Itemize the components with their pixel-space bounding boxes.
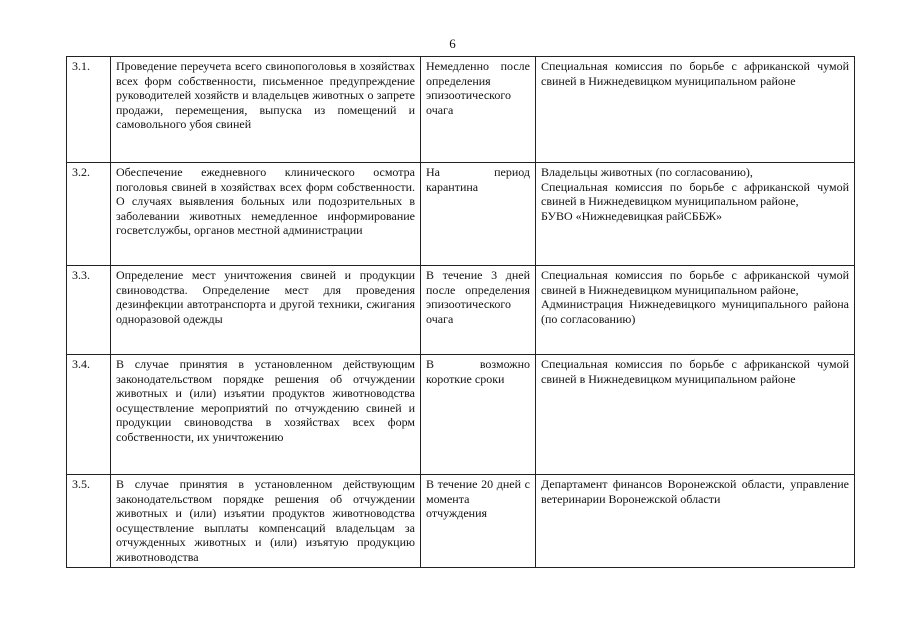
item-number: 3.1. bbox=[67, 57, 111, 163]
table-row bbox=[67, 163, 855, 266]
responsible-party: Владельцы животных (по согласованию), bbox=[541, 165, 753, 179]
responsible-party: Специальная комиссия по борьбе с африканской чумой свиней в Нижнедевицком муниципальном районе bbox=[541, 357, 849, 386]
responsible-cell bbox=[536, 355, 855, 475]
table-row bbox=[67, 57, 855, 163]
deadline-text: Немедленно после определения эпизоотического очага bbox=[421, 57, 536, 163]
item-number: 3.2. bbox=[67, 163, 111, 266]
responsible-cell bbox=[536, 57, 855, 163]
responsible-party: Специальная комиссия по борьбе с африканской чумой свиней в Нижнедевицком муниципальном районе, bbox=[541, 179, 849, 208]
responsible-party: Специальная комиссия по борьбе с африканской чумой свиней в Нижнедевицком муниципальном районе, bbox=[541, 268, 849, 297]
measure-text: Проведение переучета всего свинопоголовья в хозяйствах всех форм собственности, письменное предупреждение руководителей хозяйств и владельцев животных о запрете продажи, перемещения, выпуска из помещений и самовольного убоя свиней bbox=[111, 57, 421, 163]
deadline-text: В течение 20 дней с момента отчуждения bbox=[421, 475, 536, 568]
responsible-party: Специальная комиссия по борьбе с африканской чумой свиней в Нижнедевицком муниципальном районе bbox=[541, 59, 849, 88]
page-number: 6 bbox=[449, 36, 456, 51]
deadline-text: В течение 3 дней после определения эпизоотического очага bbox=[421, 266, 536, 355]
responsible-cell bbox=[536, 266, 855, 355]
item-number: 3.5. bbox=[67, 475, 111, 568]
measures-table bbox=[66, 56, 855, 568]
measure-text: В случае принятия в установленном действующим законодательством порядке решения об отчуждении животных и (или) изъятии продуктов животноводства осуществление выплаты компенсаций владельцам за отчужденных животных и (или) изъятую продукцию животноводства bbox=[111, 475, 421, 568]
responsible-party: Администрация Нижнедевицкого муниципального района (по согласованию) bbox=[541, 297, 849, 326]
measure-text: В случае принятия в установленном действующим законодательством порядке решения об отчуждении животных и (или) изъятии продуктов животноводства осуществление мероприятий по отчуждению свиней и продукции свиноводства в хозяйствах всех форм собственности, их уничтожению bbox=[111, 355, 421, 475]
responsible-party: БУВО «Нижнедевицкая райСББЖ» bbox=[541, 208, 723, 223]
item-number: 3.3. bbox=[67, 266, 111, 355]
deadline-text: В возможно короткие сроки bbox=[421, 355, 536, 475]
responsible-cell bbox=[536, 163, 855, 266]
responsible-cell bbox=[536, 475, 855, 568]
deadline-text: На период карантина bbox=[421, 163, 536, 266]
table-row bbox=[67, 266, 855, 355]
measure-text: Определение мест уничтожения свиней и продукции свиноводства. Определение мест для проведения дезинфекции автотранспорта и другой техники, сжигания одноразовой одежды bbox=[111, 266, 421, 355]
measure-text: Обеспечение ежедневного клинического осмотра поголовья свиней в хозяйствах всех форм собственности. О случаях выявления больных или подозрительных в заболевании животных немедленное информирование госветслужбы, органов местной администрации bbox=[111, 163, 421, 266]
table-row bbox=[67, 355, 855, 475]
table-row bbox=[67, 475, 855, 568]
responsible-party: Департамент финансов Воронежской области, управление ветеринарии Воронежской области bbox=[541, 477, 849, 506]
item-number: 3.4. bbox=[67, 355, 111, 475]
